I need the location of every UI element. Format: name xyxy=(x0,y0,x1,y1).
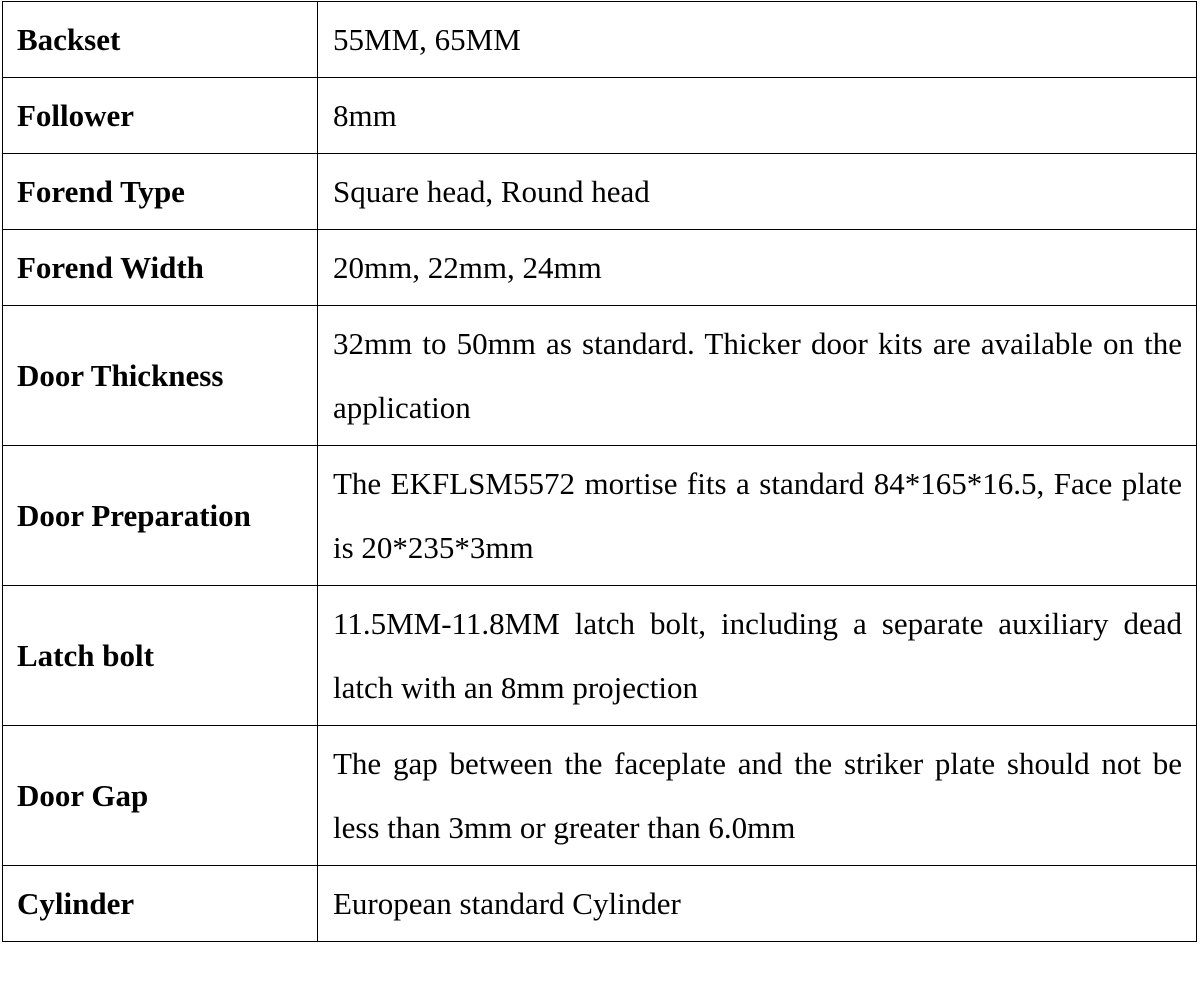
spec-value: European standard Cylinder xyxy=(318,866,1197,942)
spec-value: 8mm xyxy=(318,78,1197,154)
spec-row-forend-width xyxy=(3,230,1197,306)
spec-label: Door Preparation xyxy=(3,446,318,586)
spec-value: 11.5MM-11.8MM latch bolt, including a separate auxiliary dead latch with an 8mm projection xyxy=(318,586,1197,726)
spec-value: 32mm to 50mm as standard. Thicker door kits are available on the application xyxy=(318,306,1197,446)
spec-label: Latch bolt xyxy=(3,586,318,726)
spec-row-door-thickness xyxy=(3,306,1197,446)
spec-table xyxy=(2,1,1197,942)
spec-label: Door Gap xyxy=(3,726,318,866)
spec-label: Forend Type xyxy=(3,154,318,230)
spec-value: The gap between the faceplate and the striker plate should not be less than 3mm or greater than 6.0mm xyxy=(318,726,1197,866)
spec-value: Square head, Round head xyxy=(318,154,1197,230)
spec-row-follower xyxy=(3,78,1197,154)
spec-row-door-gap xyxy=(3,726,1197,866)
spec-label: Follower xyxy=(3,78,318,154)
spec-label: Forend Width xyxy=(3,230,318,306)
spec-label: Backset xyxy=(3,2,318,78)
spec-value: 55MM, 65MM xyxy=(318,2,1197,78)
spec-label: Door Thickness xyxy=(3,306,318,446)
spec-value: The EKFLSM5572 mortise fits a standard 84*165*16.5, Face plate is 20*235*3mm xyxy=(318,446,1197,586)
spec-row-forend-type xyxy=(3,154,1197,230)
spec-row-latch-bolt xyxy=(3,586,1197,726)
spec-row-door-preparation xyxy=(3,446,1197,586)
spec-row-cylinder xyxy=(3,866,1197,942)
spec-label: Cylinder xyxy=(3,866,318,942)
spec-value: 20mm, 22mm, 24mm xyxy=(318,230,1197,306)
spec-row-backset xyxy=(3,2,1197,78)
